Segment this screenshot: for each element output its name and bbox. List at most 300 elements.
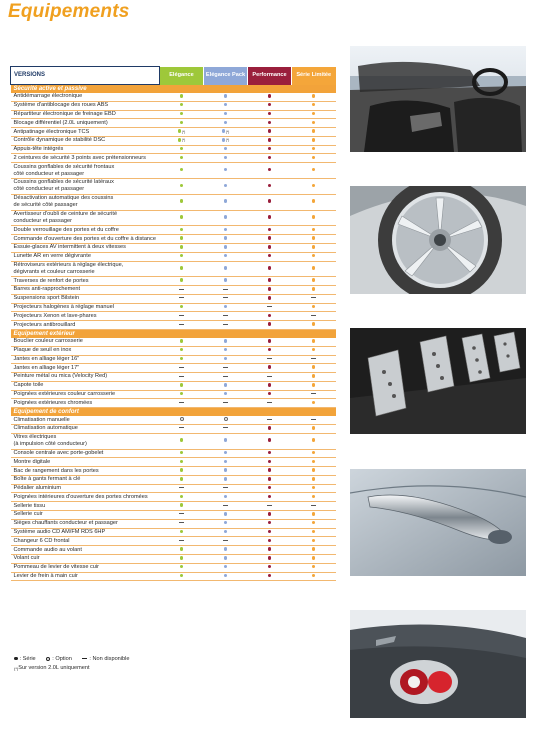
cell-elegance <box>160 475 204 484</box>
serie-dot-icon <box>180 460 184 464</box>
serie-dot-icon <box>312 129 316 133</box>
feature-label <box>11 484 160 493</box>
serie-dot-icon <box>312 547 316 551</box>
footnote-mark: (*) <box>14 666 19 671</box>
table-row <box>11 294 336 303</box>
legend-serie <box>14 655 36 664</box>
serie-dot-icon <box>224 156 228 160</box>
cell-elegance <box>160 243 204 252</box>
photo-chrome-door-handle <box>350 469 526 576</box>
non-disponible-dash-icon <box>179 324 184 325</box>
table-row <box>11 261 336 277</box>
feature-label <box>11 252 160 261</box>
legend-footnote <box>14 664 139 673</box>
cell-elegance-pack <box>204 511 248 520</box>
serie-dot-icon <box>268 215 272 219</box>
non-disponible-dash-icon <box>267 419 272 420</box>
legend-option <box>46 655 72 664</box>
serie-dot-icon <box>312 539 316 543</box>
feature-label <box>11 381 160 390</box>
cell-performance <box>248 303 292 312</box>
cell-elegance-pack <box>204 179 248 195</box>
cell-elegance <box>160 355 204 364</box>
serie-dot-icon <box>14 657 18 661</box>
feature-label-line: Bac de rangement dans les portes <box>13 467 99 474</box>
cell-elegance-pack <box>204 286 248 295</box>
cell-elegance <box>160 493 204 502</box>
feature-label-line: Appuis-tête intégrés <box>13 146 64 153</box>
cell-serie-limitee <box>292 425 336 434</box>
cell-performance <box>248 261 292 277</box>
cell-elegance-pack <box>204 338 248 346</box>
feature-label <box>11 519 160 528</box>
table-row <box>11 528 336 537</box>
serie-dot-icon <box>268 322 272 326</box>
serie-dot-icon <box>312 168 316 172</box>
non-disponible-dash-icon <box>179 513 184 514</box>
serie-dot-icon <box>224 574 228 578</box>
feature-label-line: Commande audio au volant <box>13 546 82 553</box>
feature-label-line: Levier de frein à main cuir <box>13 572 78 579</box>
serie-dot-icon <box>268 521 272 525</box>
cell-serie-limitee <box>292 179 336 195</box>
equipment-table <box>10 66 336 581</box>
serie-dot-icon <box>268 138 272 142</box>
table-row <box>11 243 336 252</box>
cell-performance <box>248 226 292 235</box>
non-disponible-dash-icon <box>311 358 316 359</box>
serie-dot-icon <box>224 147 228 151</box>
feature-label-line: Pédalier aluminium <box>13 485 62 492</box>
cell-elegance <box>160 546 204 555</box>
serie-dot-icon <box>268 348 272 352</box>
page-title: Equipements <box>8 1 130 22</box>
serie-dot-icon <box>180 438 184 442</box>
feature-label-line: (à impulsion côté conducteur) <box>13 441 87 448</box>
cell-elegance <box>160 101 204 110</box>
cell-elegance <box>160 110 204 119</box>
serie-dot-icon <box>268 547 272 551</box>
cell-performance <box>248 511 292 520</box>
footnote-marker: (*) <box>225 138 230 143</box>
cell-elegance <box>160 128 204 137</box>
feature-label-line: Barres anti-rapprochement <box>13 286 81 293</box>
serie-dot-icon <box>312 112 316 116</box>
cell-elegance <box>160 136 204 145</box>
serie-dot-icon <box>312 245 316 249</box>
serie-dot-icon <box>312 530 316 534</box>
cell-elegance <box>160 416 204 424</box>
feature-label <box>11 467 160 476</box>
cell-performance <box>248 449 292 458</box>
serie-dot-icon <box>268 468 272 472</box>
table-row <box>11 399 336 408</box>
serie-dot-icon <box>180 266 184 270</box>
feature-label <box>11 511 160 520</box>
serie-dot-icon <box>224 530 228 534</box>
feature-label-line: côté conducteur et passager <box>13 186 85 193</box>
cell-elegance <box>160 528 204 537</box>
cell-elegance <box>160 261 204 277</box>
serie-dot-icon <box>268 486 272 490</box>
cell-elegance-pack <box>204 101 248 110</box>
cell-elegance-pack <box>204 484 248 493</box>
feature-label-line: Antidémarrage électronique <box>13 93 83 100</box>
cell-elegance-pack <box>204 425 248 434</box>
cell-performance <box>248 294 292 303</box>
cell-elegance <box>160 277 204 286</box>
feature-label <box>11 179 160 195</box>
serie-dot-icon <box>224 112 228 116</box>
footnote-marker: (*) <box>181 138 186 143</box>
cell-serie-limitee <box>292 475 336 484</box>
cell-performance <box>248 145 292 154</box>
non-disponible-dash-icon <box>179 297 184 298</box>
serie-dot-icon <box>312 287 316 291</box>
footnote-text: Sur version 2.0L uniquement <box>18 665 90 671</box>
serie-dot-icon <box>180 94 184 98</box>
feature-label <box>11 528 160 537</box>
cell-serie-limitee <box>292 537 336 546</box>
cell-elegance-pack <box>204 119 248 128</box>
serie-dot-icon <box>180 357 184 361</box>
non-disponible-dash-icon <box>311 297 316 298</box>
cell-elegance-pack <box>204 390 248 399</box>
serie-dot-icon <box>312 574 316 578</box>
cell-performance <box>248 475 292 484</box>
cell-elegance <box>160 373 204 382</box>
cell-performance <box>248 563 292 572</box>
serie-dot-icon <box>180 339 184 343</box>
cell-performance <box>248 312 292 321</box>
feature-label <box>11 338 160 346</box>
serie-dot-icon <box>312 486 316 490</box>
cell-serie-limitee <box>292 364 336 373</box>
serie-dot-icon <box>224 512 228 516</box>
cell-performance <box>248 537 292 546</box>
cell-elegance <box>160 511 204 520</box>
cell-performance <box>248 154 292 163</box>
cell-elegance-pack <box>204 154 248 163</box>
serie-dot-icon <box>312 322 316 326</box>
serie-dot-icon <box>180 215 184 219</box>
serie-dot-icon <box>312 512 316 516</box>
non-disponible-dash-icon <box>223 367 228 368</box>
non-disponible-dash-icon <box>223 487 228 488</box>
photo-rear-light <box>350 610 526 718</box>
cell-serie-limitee <box>292 502 336 511</box>
non-disponible-dash-icon <box>311 393 316 394</box>
serie-dot-icon <box>180 530 184 534</box>
cell-performance <box>248 128 292 137</box>
cell-performance <box>248 381 292 390</box>
serie-dot-icon <box>224 460 228 464</box>
feature-label-line: Peinture métal ou mica (Velocity Red) <box>13 373 108 380</box>
feature-label-line: Traverses de renfort de portes <box>13 277 89 284</box>
photo-aluminium-pedals <box>350 328 526 434</box>
serie-dot-icon <box>268 287 272 291</box>
cell-elegance <box>160 467 204 476</box>
non-disponible-dash-icon <box>223 427 228 428</box>
non-disponible-dash-icon <box>179 540 184 541</box>
table-row <box>11 136 336 145</box>
serie-dot-icon <box>180 121 184 125</box>
serie-dot-icon <box>312 438 316 442</box>
non-disponible-dash-icon <box>267 306 272 307</box>
feature-label-line: Répartiteur électronique de freinage EBD <box>13 110 116 117</box>
table-row <box>11 416 336 424</box>
cell-serie-limitee <box>292 338 336 346</box>
serie-dot-icon <box>224 236 228 240</box>
cell-elegance <box>160 346 204 355</box>
cell-elegance-pack <box>204 493 248 502</box>
cell-elegance-pack <box>204 458 248 467</box>
cell-performance <box>248 467 292 476</box>
feature-label-line: Blocage différentiel (2.0L uniquement) <box>13 119 108 126</box>
serie-dot-icon <box>224 468 228 472</box>
feature-label-line: Contrôle dynamique de stabilité DSC <box>13 137 106 144</box>
table-row <box>11 563 336 572</box>
cell-serie-limitee <box>292 467 336 476</box>
serie-dot-icon <box>268 314 272 318</box>
serie-dot-icon <box>180 565 184 569</box>
serie-dot-icon <box>268 426 272 430</box>
feature-label <box>11 390 160 399</box>
cell-elegance <box>160 519 204 528</box>
feature-label-line: Pommeau de levier de vitesse cuir <box>13 564 99 571</box>
cell-elegance-pack <box>204 346 248 355</box>
feature-label <box>11 110 160 119</box>
cell-serie-limitee <box>292 286 336 295</box>
serie-dot-icon <box>180 547 184 551</box>
cell-elegance-pack <box>204 537 248 546</box>
table-row <box>11 210 336 226</box>
serie-dot-icon <box>312 426 316 430</box>
table-row <box>11 226 336 235</box>
serie-dot-icon <box>312 266 316 270</box>
feature-label-line: Sellerie tissu <box>13 502 46 509</box>
cell-performance <box>248 194 292 210</box>
section-header-row <box>11 85 336 94</box>
table-row <box>11 93 336 101</box>
serie-dot-icon <box>180 199 184 203</box>
feature-label-line: Volant cuir <box>13 555 40 562</box>
serie-dot-icon <box>180 168 184 172</box>
table-body <box>11 85 336 581</box>
table-row <box>11 119 336 128</box>
cell-serie-limitee <box>292 110 336 119</box>
serie-dot-icon <box>268 296 272 300</box>
serie-dot-icon <box>268 129 272 133</box>
serie-dot-icon <box>224 94 228 98</box>
cell-elegance <box>160 210 204 226</box>
cell-elegance-pack <box>204 416 248 424</box>
cell-elegance-pack <box>204 502 248 511</box>
non-disponible-dash-icon <box>267 358 272 359</box>
table-row <box>11 572 336 581</box>
serie-dot-icon <box>224 348 228 352</box>
feature-label-line: Coussins gonflables de sécurité frontaux <box>13 163 115 170</box>
serie-dot-icon <box>268 228 272 232</box>
non-disponible-dash-icon <box>223 289 228 290</box>
feature-label-line: Système audio CD AM/FM RDS 6HP <box>13 528 106 535</box>
serie-dot-icon <box>224 556 228 560</box>
feature-label-line: Sièges chauffants conducteur et passager <box>13 520 118 527</box>
cell-serie-limitee <box>292 484 336 493</box>
cell-elegance <box>160 425 204 434</box>
table-row <box>11 321 336 330</box>
serie-dot-icon <box>180 468 184 472</box>
section-title: Equipement extérieur <box>11 329 336 338</box>
feature-label <box>11 154 160 163</box>
serie-dot-icon <box>180 383 184 387</box>
cell-serie-limitee <box>292 277 336 286</box>
feature-label <box>11 119 160 128</box>
non-disponible-dash-icon <box>311 315 316 316</box>
serie-dot-icon <box>268 94 272 98</box>
cell-performance <box>248 243 292 252</box>
legend-non-disponible <box>82 655 129 664</box>
cell-elegance <box>160 312 204 321</box>
cell-elegance-pack <box>204 303 248 312</box>
serie-dot-icon <box>224 392 228 396</box>
serie-dot-icon <box>224 451 228 455</box>
cell-serie-limitee <box>292 154 336 163</box>
serie-dot-icon <box>268 156 272 160</box>
non-disponible-dash-icon <box>179 427 184 428</box>
feature-label <box>11 346 160 355</box>
serie-dot-icon <box>180 348 184 352</box>
serie-dot-icon <box>268 477 272 481</box>
cell-elegance <box>160 484 204 493</box>
cell-performance <box>248 252 292 261</box>
serie-dot-icon <box>180 495 184 499</box>
cell-serie-limitee <box>292 119 336 128</box>
cell-elegance-pack <box>204 364 248 373</box>
non-disponible-dash-icon <box>179 487 184 488</box>
table-row <box>11 252 336 261</box>
cell-serie-limitee <box>292 163 336 179</box>
serie-dot-icon <box>312 460 316 464</box>
non-disponible-dash-icon <box>179 315 184 316</box>
non-disponible-dash-icon <box>179 367 184 368</box>
cell-elegance-pack <box>204 136 248 145</box>
cell-performance <box>248 101 292 110</box>
cell-elegance-pack <box>204 355 248 364</box>
feature-label-line: Essuie-glaces AV intermittent à deux vitesses <box>13 244 126 251</box>
serie-dot-icon <box>180 392 184 396</box>
table-row <box>11 475 336 484</box>
serie-dot-icon <box>312 305 316 309</box>
serie-dot-icon <box>178 129 182 133</box>
cell-performance <box>248 399 292 408</box>
table-row <box>11 390 336 399</box>
serie-dot-icon <box>224 121 228 125</box>
cell-elegance <box>160 449 204 458</box>
feature-label-line: côté conducteur et passager <box>13 170 85 177</box>
cell-serie-limitee <box>292 416 336 424</box>
table-row <box>11 145 336 154</box>
serie-dot-icon <box>224 521 228 525</box>
cell-serie-limitee <box>292 194 336 210</box>
cell-serie-limitee <box>292 243 336 252</box>
feature-label-line: Avertisseur d'oubli de ceinture de sécurité <box>13 210 118 217</box>
serie-dot-icon <box>224 495 228 499</box>
feature-label-line: conducteur et passager <box>13 217 72 224</box>
versions-header: VERSIONS <box>11 67 160 85</box>
feature-label-line: Boîte à gants fermant à clé <box>13 476 81 483</box>
feature-label-line: Climatisation manuelle <box>13 416 70 423</box>
serie-dot-icon <box>312 477 316 481</box>
serie-dot-icon <box>180 184 184 188</box>
serie-dot-icon <box>312 228 316 232</box>
feature-label <box>11 572 160 581</box>
feature-label-line: 2 ceintures de sécurité 3 points avec prétensionneurs <box>13 154 146 161</box>
cell-performance <box>248 493 292 502</box>
feature-label-line: Désactivation automatique des coussins <box>13 195 114 202</box>
serie-dot-icon <box>180 254 184 258</box>
serie-dot-icon <box>224 215 228 219</box>
non-disponible-dash-icon <box>223 540 228 541</box>
cell-performance <box>248 277 292 286</box>
feature-label <box>11 194 160 210</box>
serie-dot-icon <box>180 147 184 151</box>
serie-dot-icon <box>268 530 272 534</box>
cell-performance <box>248 286 292 295</box>
non-disponible-dash-icon <box>179 522 184 523</box>
cell-serie-limitee <box>292 458 336 467</box>
table-row <box>11 154 336 163</box>
serie-dot-icon <box>224 339 228 343</box>
feature-label-line: Suspensions sport Bilstein <box>13 295 80 302</box>
cell-performance <box>248 364 292 373</box>
table-row <box>11 194 336 210</box>
non-disponible-dash-icon <box>179 402 184 403</box>
cell-elegance <box>160 163 204 179</box>
cell-serie-limitee <box>292 493 336 502</box>
feature-label-line: Jantes en alliage léger 16" <box>13 355 80 362</box>
cell-performance <box>248 110 292 119</box>
serie-dot-icon <box>224 357 228 361</box>
legend-option-label: : Option <box>52 656 72 662</box>
non-disponible-dash-icon <box>223 376 228 377</box>
serie-dot-icon <box>268 147 272 151</box>
cell-serie-limitee <box>292 294 336 303</box>
cell-elegance <box>160 119 204 128</box>
cell-elegance-pack <box>204 226 248 235</box>
feature-label-line: de sécurité côté passager <box>13 202 78 209</box>
serie-dot-icon <box>312 521 316 525</box>
feature-label-line: Sellerie cuir <box>13 511 43 518</box>
column-header-elegance-pack: Elégance Pack <box>204 67 248 85</box>
feature-label-line: Système d'antiblocage des roues ABS <box>13 102 109 109</box>
non-disponible-dash-icon <box>179 376 184 377</box>
non-disponible-dash-icon <box>223 297 228 298</box>
serie-dot-icon <box>312 138 316 142</box>
serie-dot-icon <box>268 339 272 343</box>
legend-serie-label: : Série <box>19 656 36 662</box>
serie-dot-icon <box>224 228 228 232</box>
cell-elegance <box>160 537 204 546</box>
feature-label <box>11 433 160 449</box>
feature-label <box>11 226 160 235</box>
cell-elegance-pack <box>204 433 248 449</box>
cell-elegance <box>160 235 204 244</box>
column-header-elegance: Elégance <box>160 67 204 85</box>
section-header-row <box>11 329 336 338</box>
serie-dot-icon <box>268 184 272 188</box>
table-row <box>11 303 336 312</box>
